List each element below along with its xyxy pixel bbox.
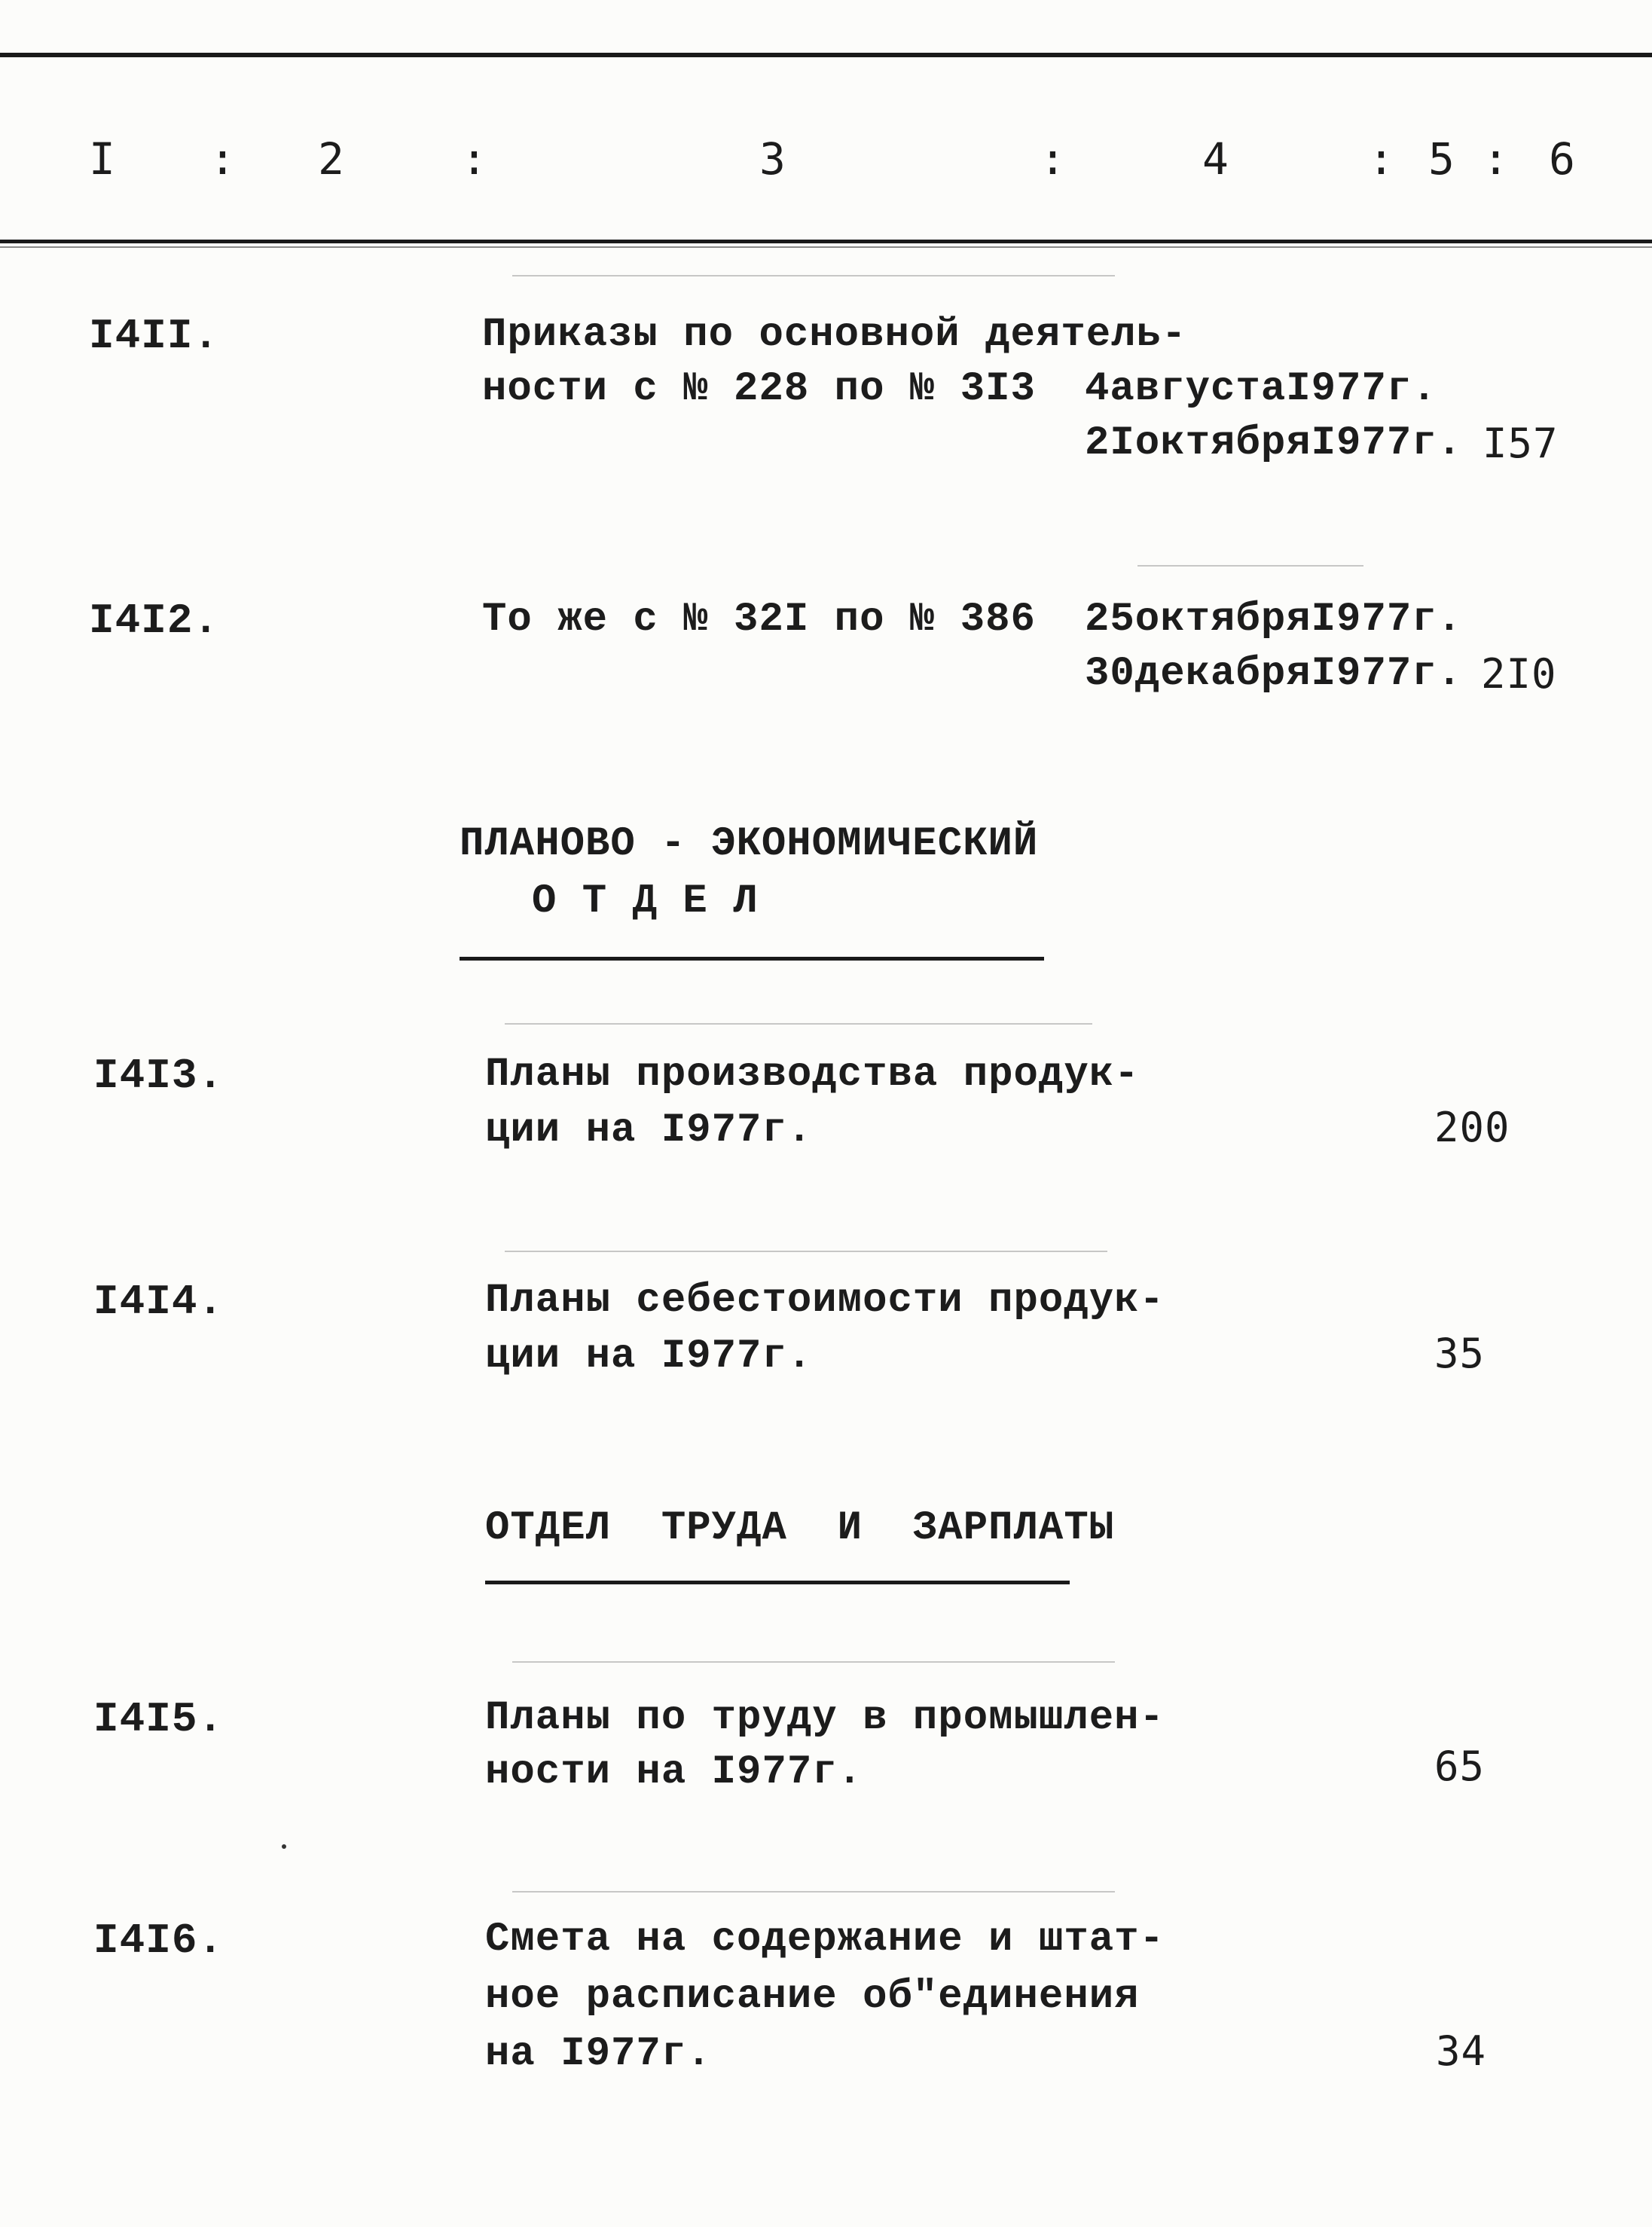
entry-title-line: ции на I977г. <box>485 1333 813 1379</box>
entry-title-line: ции на I977г. <box>485 1107 813 1153</box>
column-separator: : <box>1040 133 1067 185</box>
carbon-speck <box>1137 565 1363 567</box>
column-separator: : <box>1483 133 1510 185</box>
carbon-speck <box>505 1251 1107 1252</box>
entry-number: I4I5. <box>93 1695 224 1743</box>
column-header-6: 6 <box>1549 133 1576 185</box>
section-underline <box>485 1581 1070 1584</box>
entry-sheet-count: 2I0 <box>1481 650 1557 698</box>
column-separator: : <box>209 133 237 185</box>
column-header-1: I <box>89 133 116 185</box>
entry-number: I4II. <box>89 312 220 360</box>
section-title-line: ОТДЕЛ ТРУДА И ЗАРПЛАТЫ <box>485 1505 1115 1551</box>
entry-title-line: Приказы по основной деятель- <box>482 312 1187 358</box>
header-rule-shadow <box>0 246 1652 248</box>
carbon-speck <box>512 1661 1115 1663</box>
entry-number: I4I2. <box>89 597 220 645</box>
entry-sheet-count: 34 <box>1436 2027 1487 2075</box>
entry-title-line: Планы по труду в промышлен- <box>485 1695 1165 1741</box>
top-rule <box>0 53 1652 57</box>
column-header-5: 5 <box>1428 133 1455 185</box>
entry-title-line: ности с № 228 по № 3I3 <box>482 366 1036 412</box>
column-header-3: 3 <box>759 133 786 185</box>
entry-end-date: 30декабряI977г. <box>1085 651 1463 697</box>
ink-dot <box>282 1844 286 1849</box>
entry-number: I4I3. <box>93 1052 224 1100</box>
entry-sheet-count: I57 <box>1483 420 1559 467</box>
section-title-line: ПЛАНОВО - ЭКОНОМИЧЕСКИЙ <box>460 821 1039 867</box>
entry-number: I4I6. <box>93 1917 224 1965</box>
entry-start-date: 25октябряI977г. <box>1085 597 1463 643</box>
entry-start-date: 4августаI977г. <box>1085 366 1437 412</box>
column-separator: : <box>1368 133 1395 185</box>
entry-number: I4I4. <box>93 1278 224 1326</box>
carbon-speck <box>512 275 1115 276</box>
entry-title-line: ное расписание об"единения <box>485 1974 1140 2020</box>
carbon-speck <box>512 1891 1115 1892</box>
section-underline <box>460 957 1044 961</box>
section-title-line: О Т Д Е Л <box>532 878 759 924</box>
column-header-4: 4 <box>1202 133 1229 185</box>
entry-title-line: Планы производства продук- <box>485 1052 1140 1098</box>
entry-sheet-count: 35 <box>1434 1330 1486 1377</box>
column-header-2: 2 <box>318 133 345 185</box>
entry-title-line: То же с № 32I по № 386 <box>482 597 1036 643</box>
entry-title-line: ности на I977г. <box>485 1749 863 1795</box>
entry-sheet-count: 200 <box>1434 1104 1510 1151</box>
column-separator: : <box>461 133 488 185</box>
entry-end-date: 2IоктябряI977г. <box>1085 420 1463 466</box>
entry-sheet-count: 65 <box>1434 1743 1486 1790</box>
header-rule <box>0 240 1652 243</box>
carbon-speck <box>505 1023 1092 1025</box>
entry-title-line: Планы себестоимости продук- <box>485 1278 1165 1324</box>
entry-title-line: Смета на содержание и штат- <box>485 1917 1165 1963</box>
entry-title-line: на I977г. <box>485 2031 712 2077</box>
